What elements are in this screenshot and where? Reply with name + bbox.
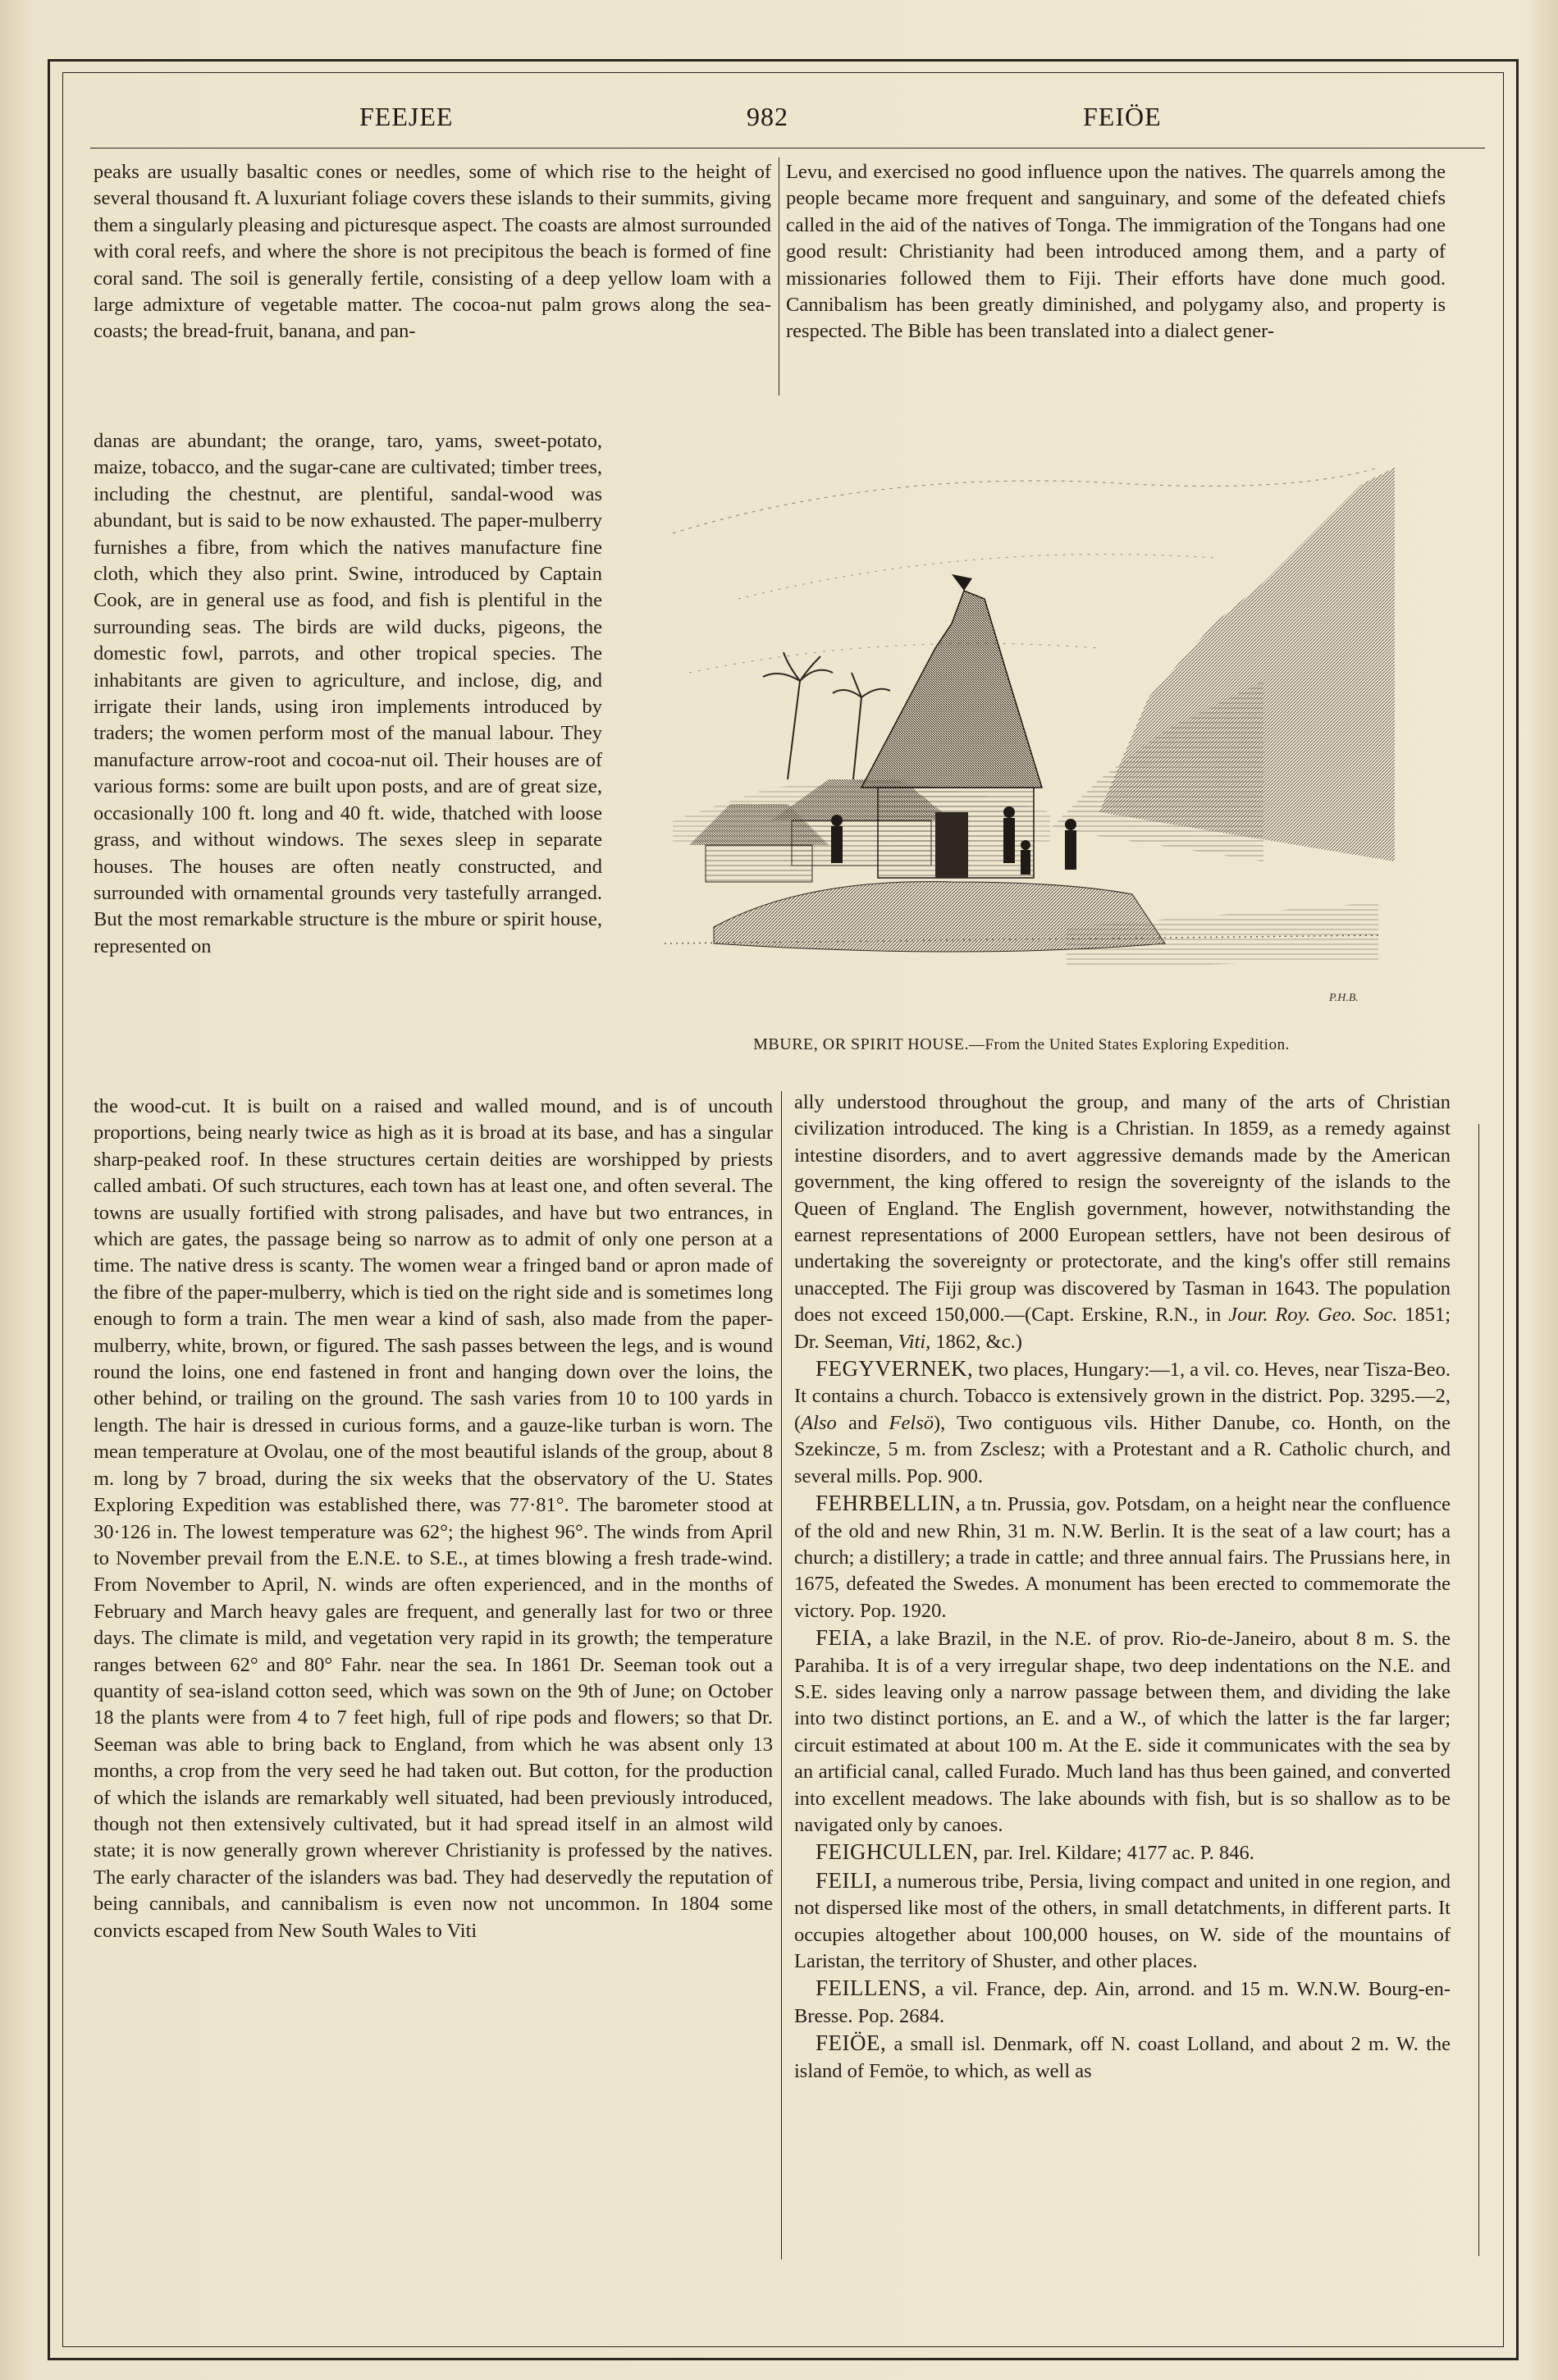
column-divider-bottom: [781, 1091, 782, 2259]
engraving-illustration: [640, 435, 1403, 1026]
left-column-top: [94, 159, 771, 345]
entry-fegyvernek: FEGYVERNEK, two places, Hungary:—1, a vil. co. Heves, near Tisza-Beo. It contains a church. Tobacco is extensively grown in the district. Pop. 3295.—2, (Also and Felsö), Two contiguous vils. Hither Danube, co. Honth, on the Szekincze, 5 m. from Zsclesz; with a Protestant and a R. Catholic church, and several mills. Pop. 900.: [794, 1356, 1451, 1487]
feejee-text-narrow: danas are abundant; the orange, taro, yams, sweet-potato, maize, tobacco, and the sugar-cane are cultivated; timber trees, including the chestnut, are plentiful, sandal-wood was abundant, but is said to be now exhausted. The paper-mulberry furnishes a fibre, from which the natives manufacture fine cloth, which they also print. Swine, introduced by Captain Cook, are in general use as food, and fish is plentiful in the surrounding seas. The birds are wild ducks, pigeons, the domestic fowl, parrots, and other tropical species. The inhabitants are given to agriculture, and inclose, dig, and irrigate their lands, using iron implements introduced by traders; the women perform most of the manual labour. They manufacture arrow-root and cocoa-nut oil. Their houses are of various forms: some are built upon posts, and are of great size, occasionally 100 ft. long and 40 ft. wide, thatched with loose grass, and without windows. The sexes sleep in separate houses. The houses are often neatly constructed, and surrounded with ornamental grounds very tastefully arranged. But the most remarkable structure is the mbure or spirit house, represented on: [94, 430, 602, 957]
figure-caption: [640, 1035, 1403, 1054]
right-margin-rule: [1478, 1124, 1479, 2256]
entry-feighcullen: FEIGHCULLEN, par. Irel. Kildare; 4177 ac. P. 846.: [816, 1839, 1254, 1865]
left-column-narrow: [94, 428, 602, 960]
right-column-top: [786, 159, 1446, 345]
feejee-text-right-top: Levu, and exercised no good influence upon the natives. The quarrels among the people became more frequent and sanguinary, and some of the defeated chiefs called in the aid of the natives of Tonga. The immigration of the Tongans had one good result: Christianity had been introduced among them, and a party of missionaries followed them to Fiji. Their efforts have done much good. Cannibalism has been greatly diminished, and polygamy also, and property is respected. The Bible has been translated into a dialect gener-: [786, 161, 1446, 343]
caption-title: MBURE, OR SPIRIT HOUSE.: [753, 1035, 969, 1053]
running-header: [98, 97, 1460, 138]
page-number: 982: [747, 102, 788, 131]
right-column-bottom: [794, 1090, 1451, 2085]
mbure-figure: [640, 435, 1403, 1053]
entry-feioe: FEIÖE, a small isl. Denmark, off N. coast Lolland, and about 2 m. W. the island of Femöe, to which, as well as: [794, 2031, 1451, 2082]
feejee-continued: ally understood throughout the group, and many of the arts of Christian civilization introduced. The king is a Christian. In 1859, as a remedy against intestine disorders, and to avert aggressive demands made by the American government, the king offered to resign the sovereignty of the islands to the Queen of England. The English government, however, notwithstanding the earnest representations of 2000 European settlers, have not been desirous of undertaking the sovereignty or protectorate, and the king's offer still remains unaccepted. The Fiji group was discovered by Tasman in 1643. The population does not exceed 150,000.—(Capt. Erskine, R.N., in Jour. Roy. Geo. Soc. 1851; Dr. Seeman, Viti, 1862, &c.): [794, 1091, 1451, 1353]
engraver-mark: P.H.B.: [1329, 992, 1359, 1004]
entry-feili: FEILI, a numerous tribe, Persia, living compact and united in one region, and not dispersed like most of the others, in small detatchments, in different parts. It occupies altogether about 100,000 houses, on W. side of the mountains of Laristan, the territory of Shuster, and other places.: [794, 1867, 1451, 1972]
entry-fehrbellin: FEHRBELLIN, a tn. Prussia, gov. Potsdam, on a height near the confluence of the old and new Rhin, 31 m. N.W. Berlin. It is the seat of a law court; has a church; a distillery; a trade in cattle; and three annual fairs. The Prussians here, in 1675, defeated the Swedes. A monument has been erected to commemorate the victory. Pop. 1920.: [794, 1491, 1451, 1622]
header-right-word: FEIÖE: [1083, 102, 1162, 131]
entry-feillens: FEILLENS, a vil. France, dep. Ain, arrond. and 15 m. W.N.W. Bourg-en-Bresse. Pop. 2684.: [794, 1976, 1451, 2027]
feejee-text-bottom: the wood-cut. It is built on a raised and walled mound, and is of uncouth proportions, being nearly twice as high as it is broad at its base, and has a singular sharp-peaked roof. In these structures certain deities are worshipped by priests called ambati. Of such structures, each town has at least one, and often several. The towns are usually fortified with strong palisades, and have but two entrances, in which are gates, the passage being so narrow as to admit of only one person at a time. The native dress is scanty. The women wear a fringed band or apron made of the fibre of the paper-mulberry, which is tied on the right side and is sometimes long enough to form a train. The men wear a kind of sash, also made from the paper-mulberry, white, brown, or figured. The sash passes between the legs, and is wound round the loins, one end fastened in front and hanging down over the loins, the other behind, or trailing on the ground. The sash varies from 10 to 100 yards in length. The hair is dressed in curious forms, and a gauze-like turban is worn. The mean temperature at Ovolau, one of the most beautiful islands of the group, about 8 m. long by 7 broad, during the six weeks that the observatory of the U. States Exploring Expedition was established there, was 77·81°. The barometer stood at 30·126 in. The lowest temperature was 62°; the highest 96°. The winds from April to November prevail from the E.N.E. to S.E., at times blowing a fresh trade-wind. From November to April, N. winds are often experienced, and in the months of February and March heavy gales are frequent, and generally last for two or three days. The climate is mild, and vegetation very rapid in its growth; the temperature ranges between 62° and 80° Fahr. near the sea. In 1861 Dr. Seeman took out a quantity of sea-island cotton seed, which was sown on the 9th of June; on October 18 the plants were from 4 to 7 feet high, full of ripe pods and flowers; so that Dr. Seeman was able to bring back to England, from which he was absent only 13 months, a crop from the very seed he had taken out. But cotton, for the production of which the islands are remarkably well situated, had been previously introduced, though not then extensively cultivated, but it had spread itself in an almost wild state; it is now generally grown wherever Christianity is professed by the natives. The early character of the islanders was bad. They had deservedly the reputation of being cannibals, and cannibalism is even now not uncommon. In 1804 some convicts escaped from New South Wales to Viti: [94, 1095, 773, 1942]
header-left-word: FEEJEE: [359, 102, 454, 131]
feejee-text-top: peaks are usually basaltic cones or needles, some of which rise to the height of several thousand ft. A luxuriant foliage covers these islands to their summits, giving them a singularly pleasing and picturesque aspect. The coasts are almost surrounded with coral reefs, and where the shore is not precipitous the beach is formed of fine coral sand. The soil is generally fertile, consisting of a deep yellow loam with a large admixture of vegetable matter. The cocoa-nut palm grows along the sea-coasts; the bread-fruit, banana, and pan-: [94, 161, 771, 343]
entry-feia: FEIA, a lake Brazil, in the N.E. of prov. Rio-de-Janeiro, about 8 m. S. the Parahiba. It is of a very irregular shape, two deep indentations on the N.E. and S.E. sides leaving only a narrow passage between them, and dividing the lake into two distinct portions, an E. and a W., of which the latter is the far larger; circuit estimated at about 100 m. At the E. side it communicates with the sea by an artificial canal, called Furado. Much land has thus been gained, and converted into excellent meadows. The lake abounds with fish, but is so shallow as to be navigated only by canoes.: [794, 1625, 1451, 1836]
caption-source: —From the United States Exploring Expedition.: [968, 1036, 1290, 1053]
left-column-bottom: [94, 1094, 773, 1944]
